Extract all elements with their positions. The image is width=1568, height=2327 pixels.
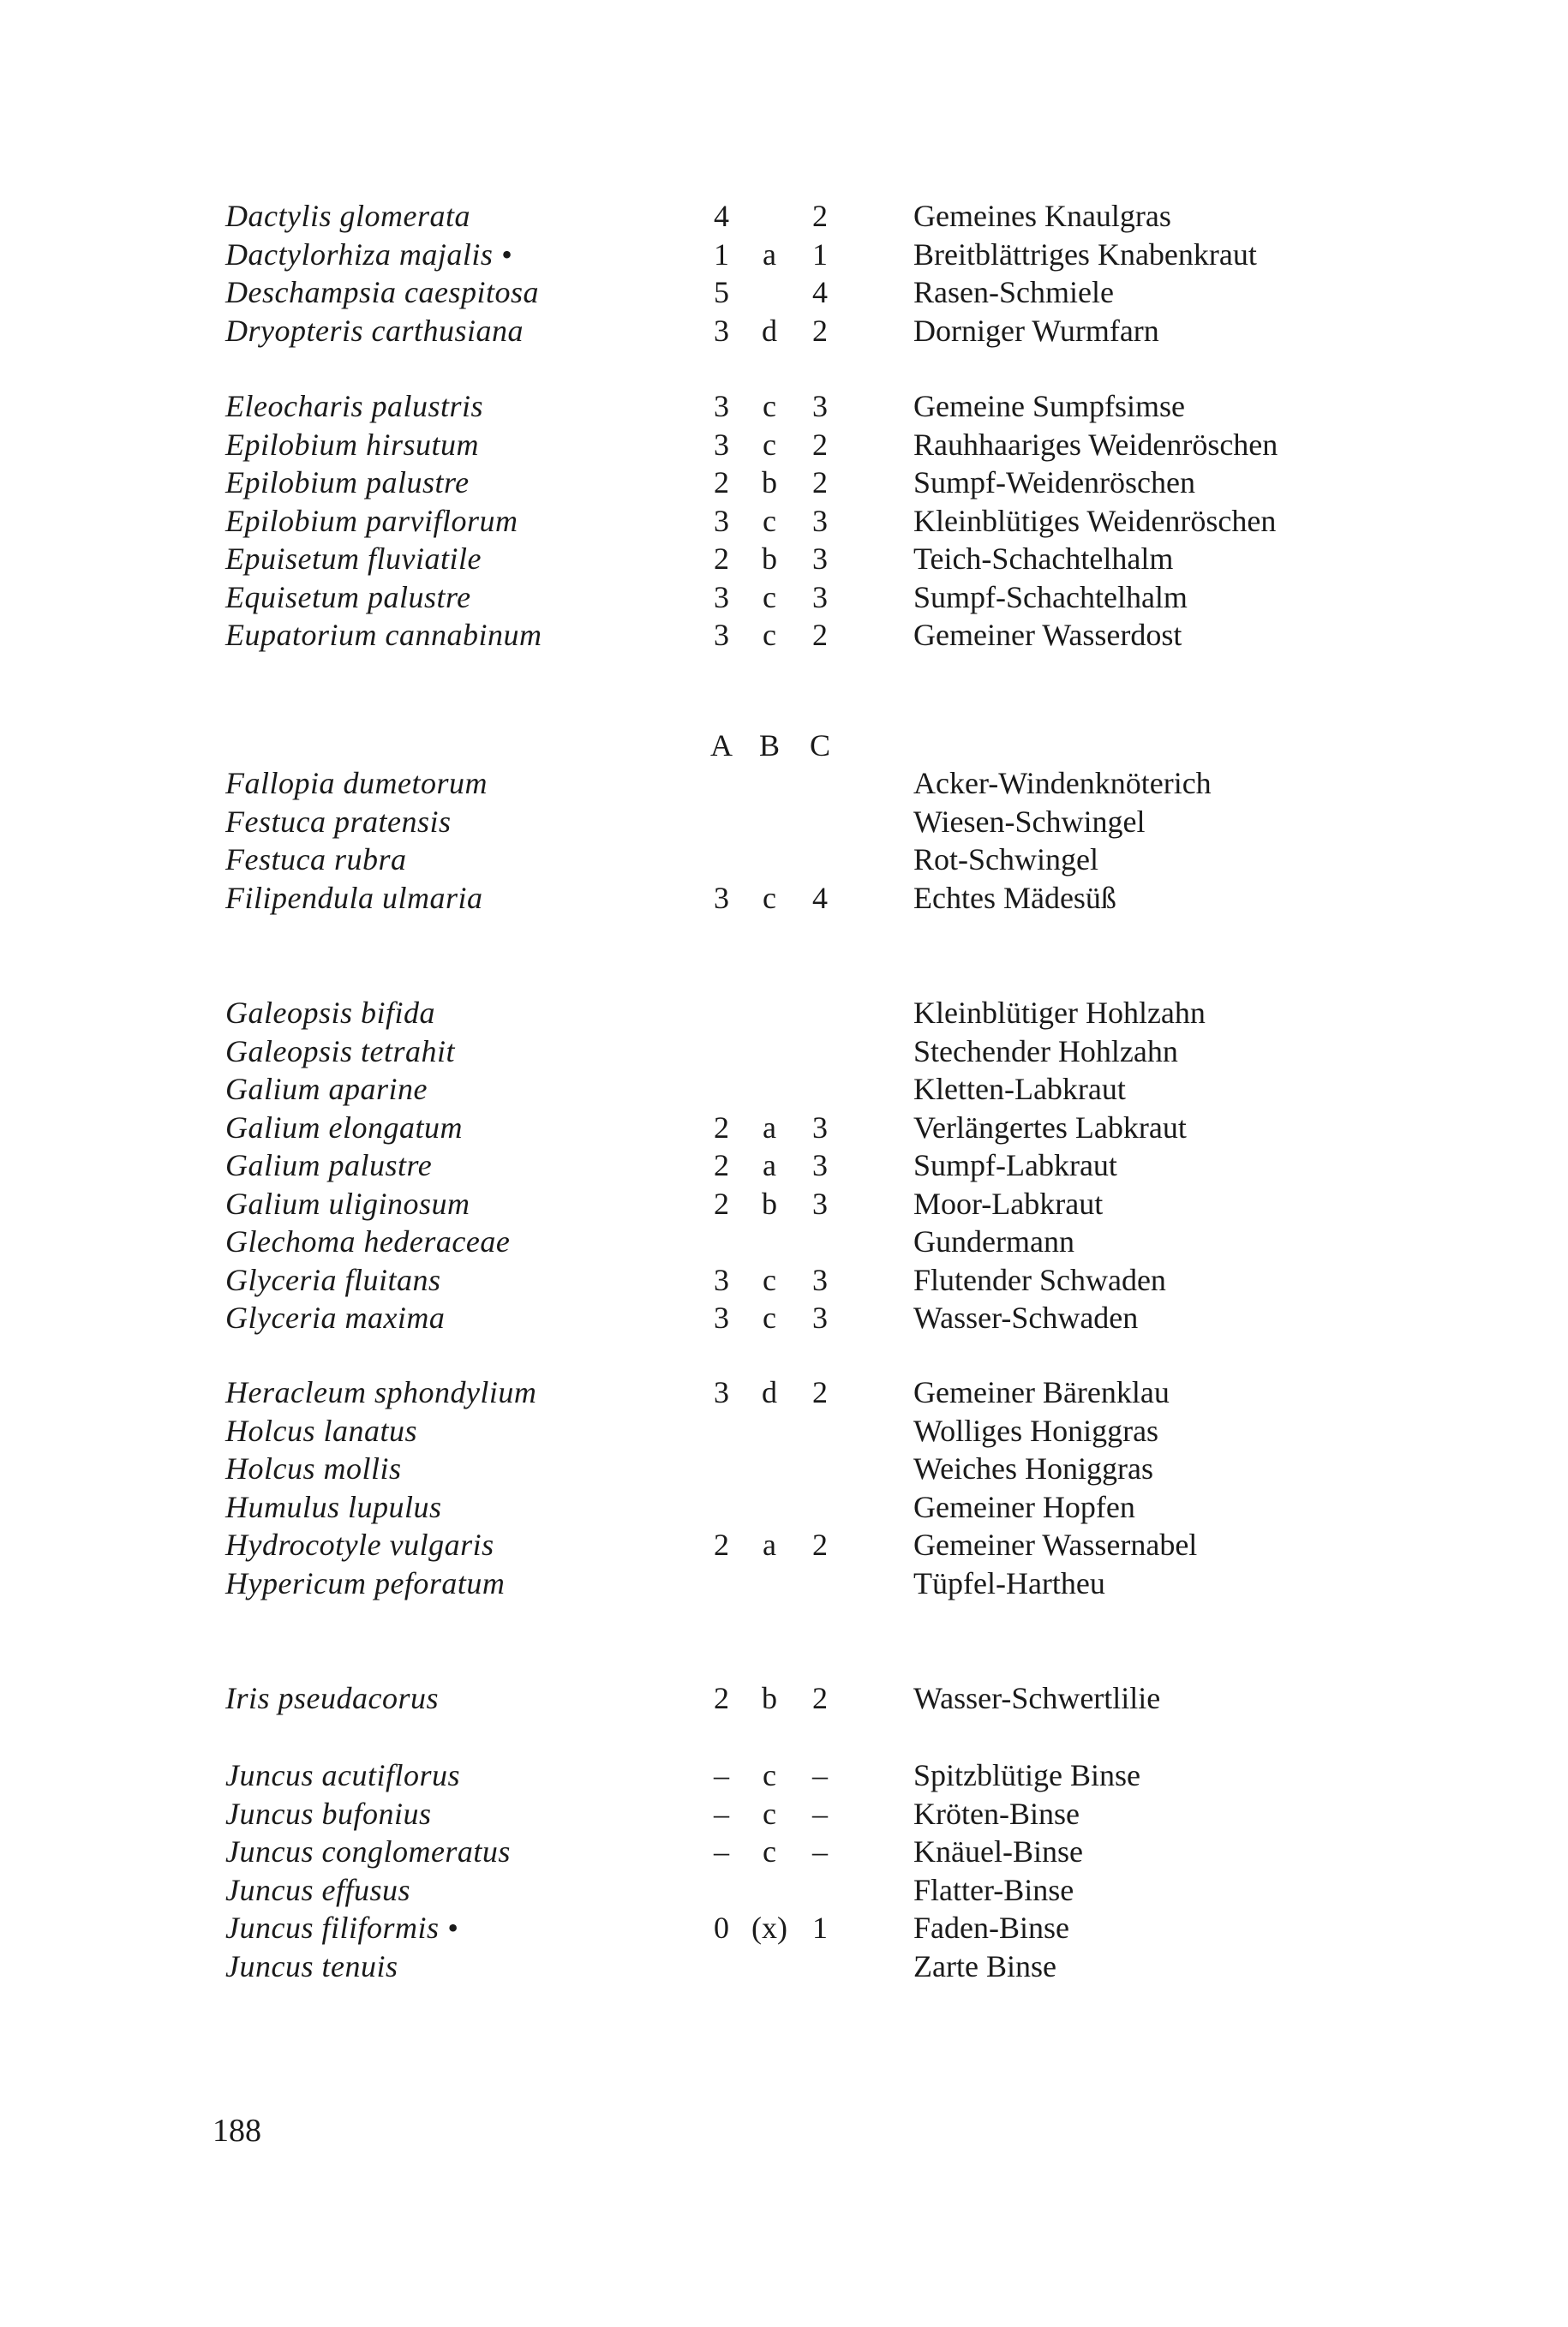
species-row	[0, 1795, 1568, 1833]
german-name: Rasen-Schmiele	[913, 275, 1114, 309]
latin-name: Galeopsis bifida	[225, 996, 436, 1030]
value-c: 2	[812, 1681, 828, 1715]
german-name: Gemeiner Wasserdost	[913, 618, 1182, 652]
german-name: Sumpf-Schachtelhalm	[913, 579, 1188, 614]
german-name: Gundermann	[913, 1224, 1074, 1259]
german-name: Rauhhaariges Weidenröschen	[913, 427, 1278, 462]
latin-name: Holcus mollis	[225, 1451, 402, 1486]
value-b: c	[763, 579, 776, 614]
species-row	[0, 387, 1568, 426]
german-name: Moor-Labkraut	[913, 1186, 1104, 1221]
latin-name: Glyceria fluitans	[225, 1262, 441, 1297]
latin-name: Epuisetum fluviatile	[225, 541, 482, 576]
value-b: a	[763, 1110, 776, 1145]
latin-name: Hydrocotyle vulgaris	[225, 1528, 494, 1562]
value-b: a	[763, 1528, 776, 1562]
latin-name: Eleocharis palustris	[225, 389, 484, 423]
species-row	[0, 1833, 1568, 1871]
species-row	[0, 1109, 1568, 1147]
value-b: c	[763, 1301, 776, 1335]
species-group-e	[0, 387, 1568, 655]
species-group-h	[0, 1373, 1568, 1602]
german-name: Gemeines Knaulgras	[913, 199, 1171, 233]
column-header-a: A	[710, 728, 733, 763]
species-row	[0, 426, 1568, 464]
latin-name: Galium aparine	[225, 1072, 428, 1106]
species-row	[0, 236, 1568, 274]
value-a: 2	[714, 1681, 729, 1715]
latin-name: Epilobium palustre	[225, 465, 470, 499]
latin-name: Deschampsia caespitosa	[225, 275, 539, 309]
species-row	[0, 1373, 1568, 1412]
value-b: b	[762, 465, 777, 499]
value-c: 3	[812, 1148, 828, 1182]
value-c: –	[812, 1796, 828, 1831]
german-name: Kleinblütiges Weidenröschen	[913, 503, 1277, 538]
value-c: 3	[812, 1301, 828, 1335]
german-name: Echtes Mädesüß	[913, 880, 1116, 915]
value-c: 3	[812, 541, 828, 576]
latin-name: Epilobium hirsutum	[225, 427, 480, 462]
german-name: Kletten-Labkraut	[913, 1072, 1126, 1106]
value-c: 3	[812, 1262, 828, 1297]
latin-name: Eupatorium cannabinum	[225, 618, 542, 652]
latin-name: Dryopteris carthusiana	[225, 313, 524, 348]
latin-name: Humulus lupulus	[225, 1489, 442, 1524]
value-b: c	[763, 618, 776, 652]
species-row	[0, 1450, 1568, 1488]
value-c: 4	[812, 275, 828, 309]
latin-name: Festuca pratensis	[225, 804, 452, 839]
german-name: Kleinblütiger Hohlzahn	[913, 996, 1206, 1030]
value-a: 3	[714, 579, 729, 614]
german-name: Weiches Honiggras	[913, 1451, 1154, 1486]
species-row	[0, 197, 1568, 236]
value-b: b	[762, 541, 777, 576]
species-row	[0, 879, 1568, 918]
value-c: 2	[812, 313, 828, 348]
value-c: 2	[812, 618, 828, 652]
value-b: d	[762, 1375, 777, 1409]
value-a: 3	[714, 389, 729, 423]
value-a: 3	[714, 427, 729, 462]
latin-name: Juncus effusus	[225, 1872, 410, 1907]
value-c: 1	[812, 236, 828, 272]
latin-name: Holcus lanatus	[225, 1413, 418, 1448]
species-group-f	[0, 764, 1568, 917]
german-name: Sumpf-Labkraut	[913, 1148, 1117, 1182]
german-name: Zarte Binse	[913, 1948, 1056, 1983]
value-b: c	[763, 427, 776, 462]
species-row	[0, 1909, 1568, 1947]
page-number: 188	[212, 2113, 261, 2149]
latin-name: Epilobium parviflorum	[225, 503, 518, 538]
latin-name: Juncus tenuis	[225, 1948, 398, 1983]
latin-name: Hypericum peforatum	[225, 1565, 506, 1600]
latin-name: Juncus acutiflorus	[225, 1758, 460, 1792]
latin-name: Galium uliginosum	[225, 1186, 470, 1221]
latin-name: Glechoma hederaceae	[225, 1224, 511, 1259]
species-row	[0, 1679, 1568, 1718]
value-a: 3	[714, 1301, 729, 1335]
species-row	[0, 464, 1568, 502]
value-b: c	[763, 503, 776, 538]
latin-name: Iris pseudacorus	[225, 1681, 439, 1715]
species-row	[0, 803, 1568, 841]
species-row	[0, 1261, 1568, 1300]
german-name: Gemeiner Bärenklau	[913, 1375, 1170, 1409]
german-name: Stechender Hohlzahn	[913, 1033, 1178, 1068]
value-c: 2	[812, 427, 828, 462]
species-row	[0, 1564, 1568, 1603]
species-row	[0, 1756, 1568, 1795]
species-row	[0, 1947, 1568, 1986]
value-a: 3	[714, 503, 729, 538]
column-header-b: B	[758, 728, 780, 763]
value-b: a	[763, 236, 776, 272]
species-row	[0, 1488, 1568, 1527]
species-row	[0, 1070, 1568, 1109]
species-row	[0, 994, 1568, 1032]
german-name: Acker-Windenknöterich	[913, 766, 1212, 800]
german-name: Dorniger Wurmfarn	[913, 313, 1159, 348]
value-b: d	[762, 313, 777, 348]
value-a: 1	[714, 236, 729, 272]
german-name: Gemeiner Wassernabel	[913, 1528, 1198, 1562]
value-a: 2	[714, 1148, 729, 1182]
species-group-g	[0, 994, 1568, 1337]
value-b: c	[763, 1834, 776, 1869]
german-name: Teich-Schachtelhalm	[913, 541, 1174, 576]
species-group-d	[0, 197, 1568, 350]
value-a: –	[714, 1758, 729, 1792]
value-a: 2	[714, 465, 729, 499]
latin-name: Juncus conglomeratus	[225, 1834, 511, 1869]
german-name: Wolliges Honiggras	[913, 1413, 1159, 1448]
column-header-row	[0, 727, 1568, 765]
value-c: 3	[812, 1186, 828, 1221]
german-name: Verlängertes Labkraut	[913, 1110, 1187, 1145]
german-name: Faden-Binse	[913, 1911, 1069, 1945]
value-a: –	[714, 1834, 729, 1869]
column-header-c: C	[809, 728, 830, 763]
latin-name: Filipendula ulmaria	[225, 880, 483, 915]
value-c: 2	[812, 465, 828, 499]
latin-name: Juncus filiformis •	[225, 1911, 459, 1945]
species-group-j	[0, 1756, 1568, 1985]
latin-name: Fallopia dumetorum	[225, 766, 488, 800]
value-c: 2	[812, 1528, 828, 1562]
value-c: 3	[812, 389, 828, 423]
species-row	[0, 1871, 1568, 1910]
value-b: (x)	[751, 1911, 787, 1945]
german-name: Flutender Schwaden	[913, 1262, 1166, 1297]
value-b: b	[762, 1186, 777, 1221]
value-a: 2	[714, 541, 729, 576]
species-row	[0, 1526, 1568, 1564]
value-a: 3	[714, 313, 729, 348]
latin-name: Galium palustre	[225, 1148, 433, 1182]
species-row	[0, 502, 1568, 541]
latin-name: Equisetum palustre	[225, 579, 471, 614]
species-row	[0, 1032, 1568, 1071]
latin-name: Dactylis glomerata	[225, 199, 470, 233]
value-a: 3	[714, 1375, 729, 1409]
species-row	[0, 764, 1568, 803]
species-group-i	[0, 1679, 1568, 1718]
species-row	[0, 1185, 1568, 1223]
german-name: Tüpfel-Hartheu	[913, 1565, 1105, 1600]
latin-name: Juncus bufonius	[225, 1796, 432, 1831]
value-c: 3	[812, 503, 828, 538]
species-row	[0, 616, 1568, 655]
value-a: 2	[714, 1186, 729, 1221]
species-row	[0, 1299, 1568, 1337]
value-c: 3	[812, 579, 828, 614]
species-row	[0, 273, 1568, 312]
value-c: 1	[812, 1911, 828, 1945]
species-row	[0, 1146, 1568, 1185]
german-name: Gemeiner Hopfen	[913, 1489, 1135, 1524]
german-name: Rot-Schwingel	[913, 842, 1098, 876]
latin-name: Glyceria maxima	[225, 1301, 446, 1335]
latin-name: Galium elongatum	[225, 1110, 463, 1145]
value-a: 4	[714, 199, 729, 233]
latin-name: Galeopsis tetrahit	[225, 1033, 455, 1068]
value-c: –	[812, 1758, 828, 1792]
value-b: c	[763, 1262, 776, 1297]
value-b: b	[762, 1681, 777, 1715]
german-name: Kröten-Binse	[913, 1796, 1080, 1831]
german-name: Flatter-Binse	[913, 1872, 1074, 1907]
german-name: Sumpf-Weidenröschen	[913, 465, 1196, 499]
value-a: 3	[714, 880, 729, 915]
latin-name: Heracleum sphondylium	[225, 1375, 537, 1409]
value-b: c	[763, 880, 776, 915]
value-c: 2	[812, 1375, 828, 1409]
value-b: a	[763, 1148, 776, 1182]
value-c: 2	[812, 199, 828, 233]
value-a: 2	[714, 1110, 729, 1145]
value-a: 3	[714, 1262, 729, 1297]
value-a: –	[714, 1796, 729, 1831]
species-row	[0, 1223, 1568, 1261]
value-c: 3	[812, 1110, 828, 1145]
german-name: Spitzblütige Binse	[913, 1758, 1140, 1792]
value-b: c	[763, 1796, 776, 1831]
value-b: c	[763, 389, 776, 423]
value-a: 2	[714, 1528, 729, 1562]
value-b: c	[763, 1758, 776, 1792]
species-row	[0, 540, 1568, 578]
german-name: Wasser-Schwertlilie	[913, 1681, 1161, 1715]
species-row	[0, 1412, 1568, 1451]
species-row	[0, 312, 1568, 350]
value-c: –	[812, 1834, 828, 1869]
latin-name: Festuca rubra	[225, 842, 407, 876]
value-a: 0	[714, 1911, 729, 1945]
german-name: Wasser-Schwaden	[913, 1301, 1139, 1335]
species-row	[0, 840, 1568, 879]
value-c: 4	[812, 880, 828, 915]
latin-name: Dactylorhiza majalis •	[225, 236, 512, 272]
german-name: Gemeine Sumpfsimse	[913, 389, 1185, 423]
value-a: 3	[714, 618, 729, 652]
german-name: Knäuel-Binse	[913, 1834, 1083, 1869]
german-name: Wiesen-Schwingel	[913, 804, 1146, 839]
value-a: 5	[714, 275, 729, 309]
species-row	[0, 578, 1568, 617]
german-name: Breitblättriges Knabenkraut	[913, 236, 1257, 272]
